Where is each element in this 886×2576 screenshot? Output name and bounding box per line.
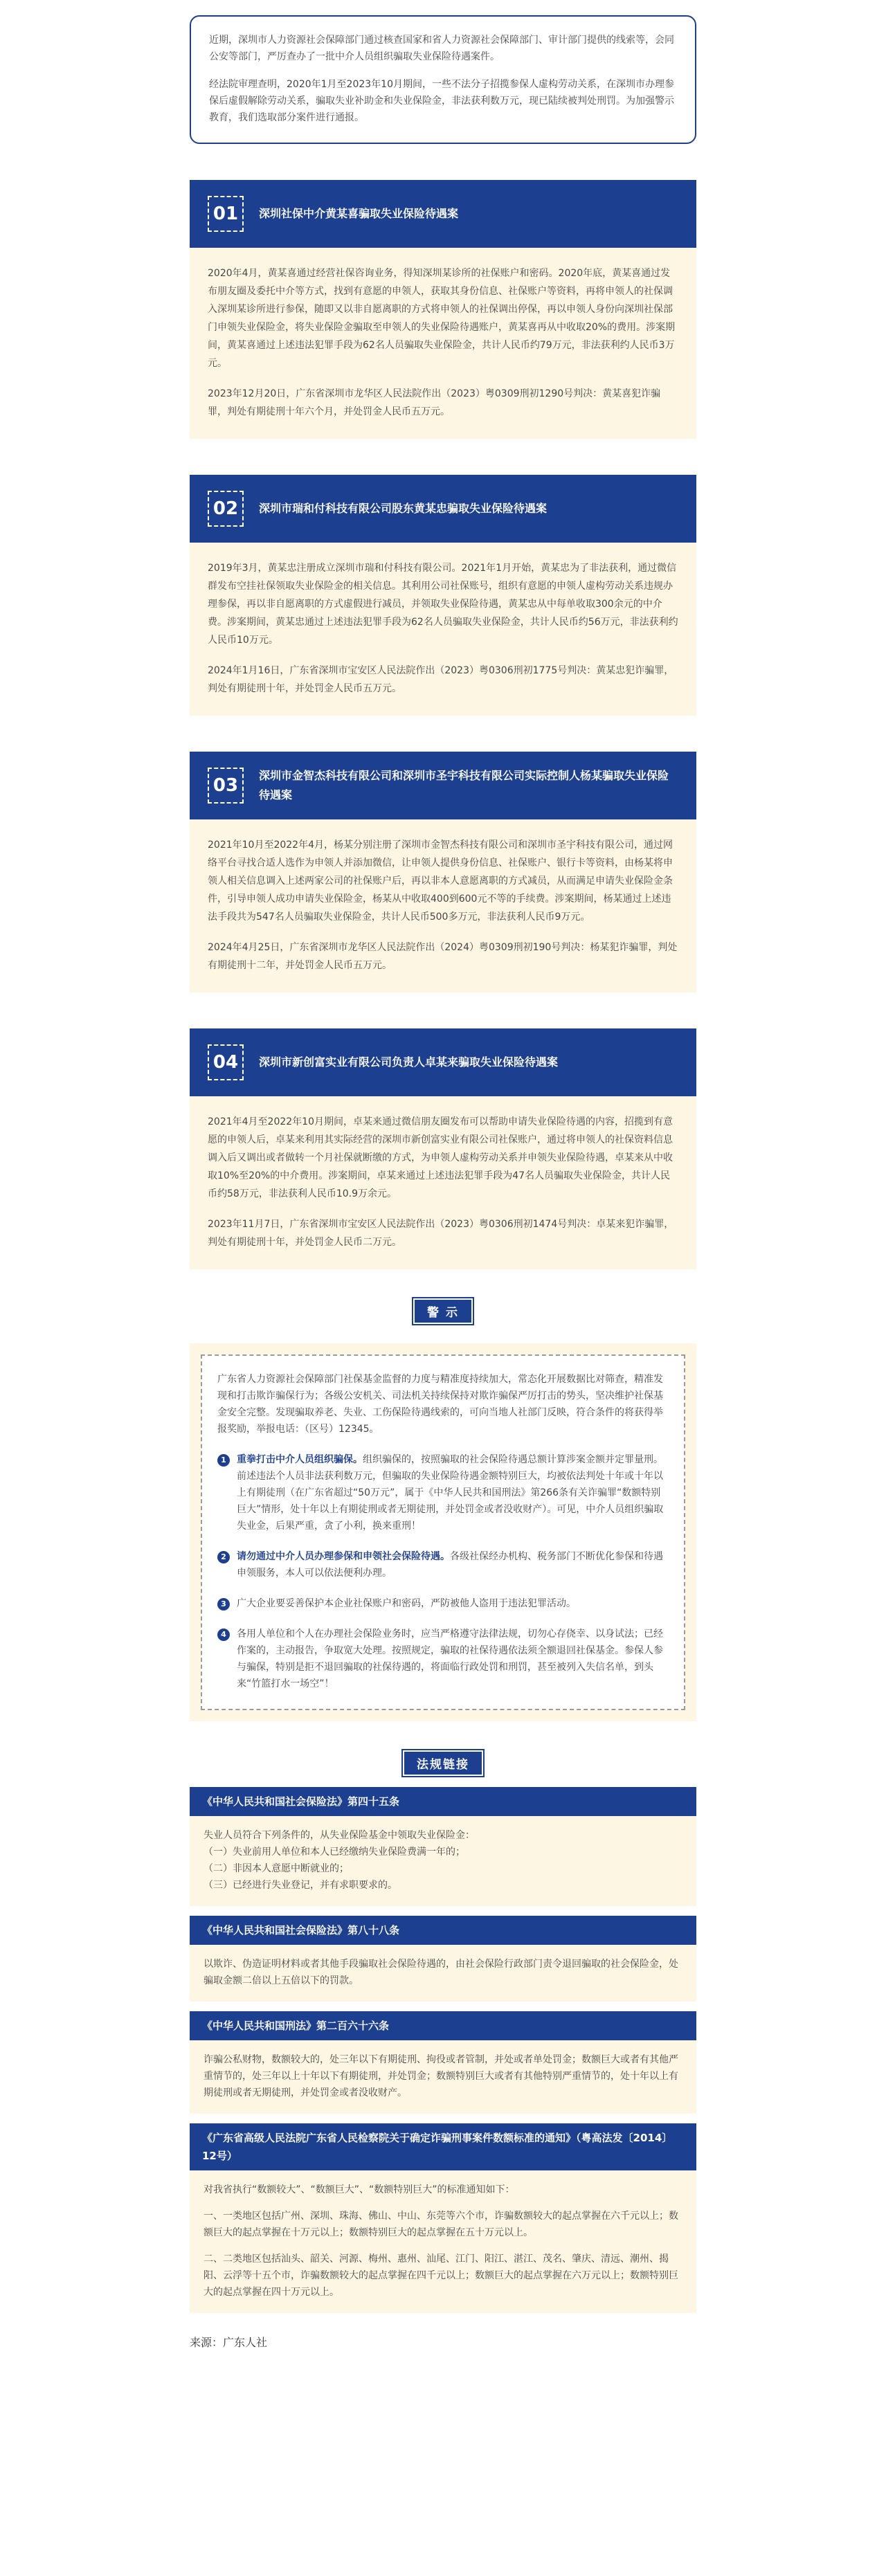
warning-heading-wrap	[190, 1297, 696, 1325]
warning-inner	[201, 1354, 685, 1710]
case-body	[190, 819, 696, 992]
case-section-03	[190, 752, 696, 992]
warning-item-4	[217, 1626, 669, 1692]
warning-heading-text: 警 示	[415, 1300, 471, 1323]
law-text: 对我省执行“数额较大”、“数额巨大”、“数额特别巨大”的标准通知如下：	[204, 2184, 515, 2195]
case-section-02	[190, 475, 696, 716]
intro-paragraph-2: 经法院审理查明，2020年1月至2023年10月期间，一些不法分子招揽参保人虚构劳动关系，在深圳市办理参保后虚假解除劳动关系，骗取失业补助金和失业保险金，非法获利数万元，现已陆续被判处刑罚。为加强警示教育，我们选取部分案件进行通报。	[209, 79, 674, 123]
case-body	[190, 248, 696, 439]
warning-item-3	[217, 1595, 669, 1612]
laws-heading-wrap	[190, 1749, 696, 1777]
warning-item-text: 组织骗保的，按照骗取的社会保险待遇总额计算涉案金额并定罪量刑。前述违法个人员非法获利数万元，但骗取的失业保险待遇金额特别巨大，均被依法判处十年或十年以上有期徒刑（在广东省超过“50万元”，属于《中华人民共和国刑法》第266条有关诈骗罪“数额特别巨大”情形，处十年以上有期徒刑或者无期徒刑，并处罚金或者没收财产）。可见，中介人员组织骗取失业金，后果严重，贪了小利，换来重刑！	[237, 1454, 664, 1532]
case-body	[190, 543, 696, 716]
law-body	[190, 1816, 696, 1906]
case-title: 深圳市瑞和付科技有限公司股东黄某忠骗取失业保险待遇案	[259, 502, 548, 515]
case-verdict: 2024年4月25日，广东省深圳市龙华区人民法院作出（2024）粤0309刑初190号判决：杨某犯诈骗罪，判处有期徒刑十二年，并处罚金人民币五万元。	[208, 942, 678, 971]
law-body	[190, 2040, 696, 2114]
case-number: 04	[208, 1044, 244, 1080]
law-item-2	[190, 1916, 696, 2002]
case-number: 01	[208, 196, 244, 232]
case-section-04	[190, 1028, 696, 1269]
law-title: 《中华人民共和国刑法》第二百六十六条	[190, 2011, 696, 2040]
law-item-3	[190, 2011, 696, 2114]
case-verdict: 2023年11月7日，广东省深圳市宝安区人民法院作出（2023）粤0306刑初1474号判决：卓某来犯诈骗罪，判处有期徒刑十年，并处罚金人民币二万元。	[208, 1219, 674, 1248]
warning-item-text: 各用人单位和个人在办理社会保险业务时，应当严格遵守法律法规，切勿心存侥幸、以身试法；已经作案的，主动报告，争取宽大处理。按照规定，骗取的社保待遇依法须全额退回社保基金。参保人参与骗保，特别是拒不退回骗取的社保待遇的，将面临行政处罚和刑罚，甚至被列入失信名单，到头来“竹篮打水一场空”！	[237, 1629, 663, 1689]
case-header	[190, 475, 696, 543]
warning-heading	[412, 1297, 474, 1325]
warning-lead: 广东省人力资源社会保障部门社保基金监督的力度与精准度持续加大，常态化开展数据比对筛查，精准发现和打击欺诈骗保行为；各级公安机关、司法机关持续保持对欺诈骗保严厉打击的势头，坚决维护社保基金安全完整。发现骗取养老、失业、工伤保险待遇线索的，可向当地人社部门反映，符合条件的将获得举报奖励，举报电话：（区号）12345。	[217, 1374, 663, 1435]
number-badge: 1	[217, 1454, 230, 1467]
warning-item-2	[217, 1548, 669, 1581]
case-header	[190, 1028, 696, 1096]
warning-item-1	[217, 1451, 669, 1534]
case-header	[190, 752, 696, 819]
case-title: 深圳社保中介黄某喜骗取失业保险待遇案	[259, 207, 459, 220]
law-title: 《广东省高级人民法院广东省人民检察院关于确定诈骗刑事案件数额标准的通知》（粤高法发〔2014〕12号）	[190, 2123, 696, 2170]
number-badge: 4	[217, 1629, 230, 1641]
case-number: 02	[208, 491, 244, 527]
case-facts: 2019年3月，黄某忠注册成立深圳市瑞和付科技有限公司。2021年1月开始，黄某忠为了非法获利，通过微信群发布空挂社保领取失业保险金的相关信息。其利用公司社保账号，组织有意愿的申领人虚构劳动关系违规办理参保，再以非自愿离职的方式虚假进行减员，并领取失业保险待遇，黄某忠从中每单收取300余元的中介费。涉案期间，黄某忠通过上述违法犯罪手段为62名人员骗取失业保险金，共计人民币约56万元，非法获利约人民币10万元。	[208, 563, 678, 646]
case-facts: 2020年4月，黄某喜通过经营社保咨询业务，得知深圳某诊所的社保账户和密码。2020年底，黄某喜通过发布朋友圈及委托中介等方式，找到有意愿的申领人，获取其身份信息、社保账户等资料，再将申领人的社保调入深圳某诊所进行参保，随即又以非自愿离职的方式将申领人的社保调出停保，再以申领人身份向深圳社保部门申领失业保险金，将失业保险金骗取至申领人的失业保险待遇账户，黄某喜再从中收取20%的费用。涉案期间，黄某喜通过上述违法犯罪手段为62名人员骗取失业保险金，共计人民币约79万元，非法获利约人民币3万元。	[208, 268, 676, 369]
laws-heading-text: 法规链接	[404, 1752, 482, 1775]
law-text: 失业人员符合下列条件的，从失业保险基金中领取失业保险金： （一）失业前用人单位和本人已经缴纳失业保险费满一年的； （二）非因本人意愿中断就业的； （三）已经进行失业登记，并有求职要求的。	[204, 1830, 475, 1891]
law-title: 《中华人民共和国社会保险法》第八十八条	[190, 1916, 696, 1945]
warning-box	[190, 1343, 696, 1721]
warning-item-text: 广大企业要妥善保护本企业社保账户和密码，严防被他人盗用于违法犯罪活动。	[237, 1598, 576, 1609]
case-title: 深圳市新创富实业有限公司负责人卓某来骗取失业保险待遇案	[259, 1055, 559, 1069]
case-title: 深圳市金智杰科技有限公司和深圳市圣宇科技有限公司实际控制人杨某骗取失业保险待遇案	[259, 769, 669, 801]
law-body	[190, 2170, 696, 2313]
law-text: 以欺诈、伪造证明材料或者其他手段骗取社会保险待遇的，由社会保险行政部门责令退回骗取的社会保险金，处骗取金额二倍以上五倍以下的罚款。	[204, 1959, 678, 1986]
article	[190, 15, 696, 2350]
law-text: 诈骗公私财物，数额较大的，处三年以下有期徒刑、拘役或者管制，并处或者单处罚金；数额巨大或者有其他严重情节的，处三年以上十年以下有期徒刑，并处罚金；数额特别巨大或者有其他特别严重情节的，处十年以上有期徒刑或者无期徒刑，并处罚金或者没收财产。	[204, 2054, 678, 2098]
laws-heading	[401, 1749, 485, 1777]
case-section-01	[190, 180, 696, 439]
intro-box	[190, 15, 696, 144]
case-number: 03	[208, 768, 244, 804]
case-header	[190, 180, 696, 248]
law-item-1	[190, 1787, 696, 1906]
intro-paragraph-1: 近期，深圳市人力资源社会保障部门通过核查国家和省人力资源社会保障部门、审计部门提供的线索等，会同公安等部门，严厉查办了一批中介人员组织骗取失业保险待遇案件。	[209, 35, 674, 62]
case-verdict: 2024年1月16日，广东省深圳市宝安区人民法院作出（2023）粤0306刑初1775号判决：黄某忠犯诈骗罪，判处有期徒刑十年，并处罚金人民币五万元。	[208, 665, 674, 694]
law-text: 一、一类地区包括广州、深圳、珠海、佛山、中山、东莞等六个市，诈骗数额较大的起点掌握在六千元以上；数额巨大的起点掌握在十万元以上；数额特别巨大的起点掌握在五十万元以上。	[204, 2211, 678, 2238]
warning-item-emphasis: 重拳打击中介人员组织骗保。	[237, 1454, 363, 1465]
number-badge: 2	[217, 1551, 230, 1563]
warning-item-text: 各级社保经办机构、税务部门不断优化参保和待遇申领服务，本人可以依法便利办理。	[237, 1551, 663, 1579]
case-body	[190, 1096, 696, 1269]
number-badge: 3	[217, 1598, 230, 1611]
law-item-4	[190, 2123, 696, 2313]
source-credit: 来源：广东人社	[190, 2336, 268, 2349]
case-facts: 2021年4月至2022年10月期间，卓某来通过微信朋友圈发布可以帮助申请失业保险待遇的内容，招揽到有意愿的申领人后，卓某来利用其实际经营的深圳市新创富实业有限公司社保账户，通过将申领人的社保资料信息调入后又调出或者做转一个月社保就断缴的方式，为申领人虚构劳动关系并申领失业保险待遇，卓某来从中收取10%至20%的中介费用。涉案期间，卓某来通过上述违法犯罪手段为47名人员骗取失业保险金，共计人民币约58万元，非法获利人民币10.9万余元。	[208, 1116, 673, 1199]
law-text: 二、二类地区包括汕头、韶关、河源、梅州、惠州、汕尾、江门、阳江、湛江、茂名、肇庆、清远、潮州、揭阳、云浮等十五个市，诈骗数额较大的起点掌握在四千元以上；数额巨大的起点掌握在六万元以上；数额特别巨大的起点掌握在四十万元以上。	[204, 2253, 678, 2298]
case-facts: 2021年10月至2022年4月，杨某分别注册了深圳市金智杰科技有限公司和深圳市圣宇科技有限公司，通过网络平台寻找合适人选作为申领人并添加微信，让申领人提供身份信息、社保账户、银行卡等资料，由杨某将申领人相关信息调入上述两家公司的社保账户后，再以非本人意愿离职的方式减员，从而满足申请失业保险金条件，引导申领人成功申请失业保险金，杨某从中收取400到600元不等的手续费。涉案期间，杨某通过上述违法手段共为547名人员骗取失业保险金，共计人民币500多万元，非法获利人民币9万元。	[208, 840, 673, 923]
case-verdict: 2023年12月20日，广东省深圳市龙华区人民法院作出（2023）粤0309刑初1290号判决：黄某喜犯诈骗罪，判处有期徒刑十年六个月，并处罚金人民币五万元。	[208, 388, 661, 417]
warning-item-emphasis: 请勿通过中介人员办理参保和申领社会保险待遇。	[237, 1551, 450, 1562]
law-body	[190, 1945, 696, 2002]
law-title: 《中华人民共和国社会保险法》第四十五条	[190, 1787, 696, 1816]
